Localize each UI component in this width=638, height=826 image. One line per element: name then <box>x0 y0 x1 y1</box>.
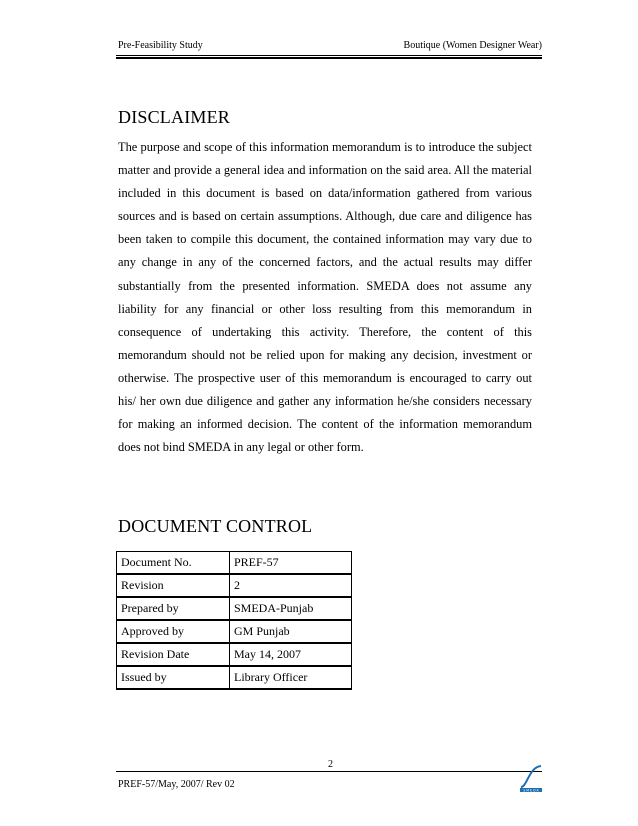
row-label: Revision <box>117 574 230 597</box>
footer-left-text: PREF-57/May, 2007/ Rev 02 <box>118 779 235 790</box>
row-label: Prepared by <box>117 597 230 620</box>
table-row <box>117 643 352 666</box>
table-row <box>117 552 352 575</box>
disclaimer-title: DISCLAIMER <box>118 107 231 127</box>
table-row <box>117 666 352 689</box>
table-row <box>117 620 352 643</box>
logo-text: S M E D A <box>523 788 539 793</box>
document-control-title: DOCUMENT CONTROL <box>118 516 313 536</box>
row-value: GM Punjab <box>230 620 352 643</box>
table-row <box>117 597 352 620</box>
footer-divider <box>116 771 542 772</box>
header-divider <box>116 55 542 59</box>
table-row <box>117 574 352 597</box>
row-value: 2 <box>230 574 352 597</box>
document-control-table <box>116 551 352 690</box>
row-value: PREF-57 <box>230 552 352 575</box>
row-label: Approved by <box>117 620 230 643</box>
page-number: 2 <box>328 759 333 770</box>
header-right-text: Boutique (Women Designer Wear) <box>403 40 542 51</box>
smeda-logo-icon <box>519 763 543 793</box>
row-value: Library Officer <box>230 666 352 689</box>
row-value: May 14, 2007 <box>230 643 352 666</box>
disclaimer-body: The purpose and scope of this information memorandum is to introduce the subject matter and provide a general idea and information on the said area. All the material included in this document is based on data/information gathered from various sources and is based on certain assumptions. Although, due care and diligence has been taken to compile this document, the contained information may vary due to any change in any of the concerned factors, and the actual results may differ substantially from the presented information. SMEDA does not assume any liability for any financial or other loss resulting from this memorandum in consequence of undertaking this activity. Therefore, the content of this memorandum should not be relied upon for making any decision, investment or otherwise. The prospective user of this memorandum is encouraged to carry out his/ her own due diligence and gather any information he/she considers necessary for making an informed decision. The content of the information memorandum does not bind SMEDA in any legal or other form. <box>118 140 532 455</box>
row-label: Document No. <box>117 552 230 575</box>
header-left-text: Pre-Feasibility Study <box>118 40 203 51</box>
row-value: SMEDA-Punjab <box>230 597 352 620</box>
row-label: Issued by <box>117 666 230 689</box>
row-label: Revision Date <box>117 643 230 666</box>
